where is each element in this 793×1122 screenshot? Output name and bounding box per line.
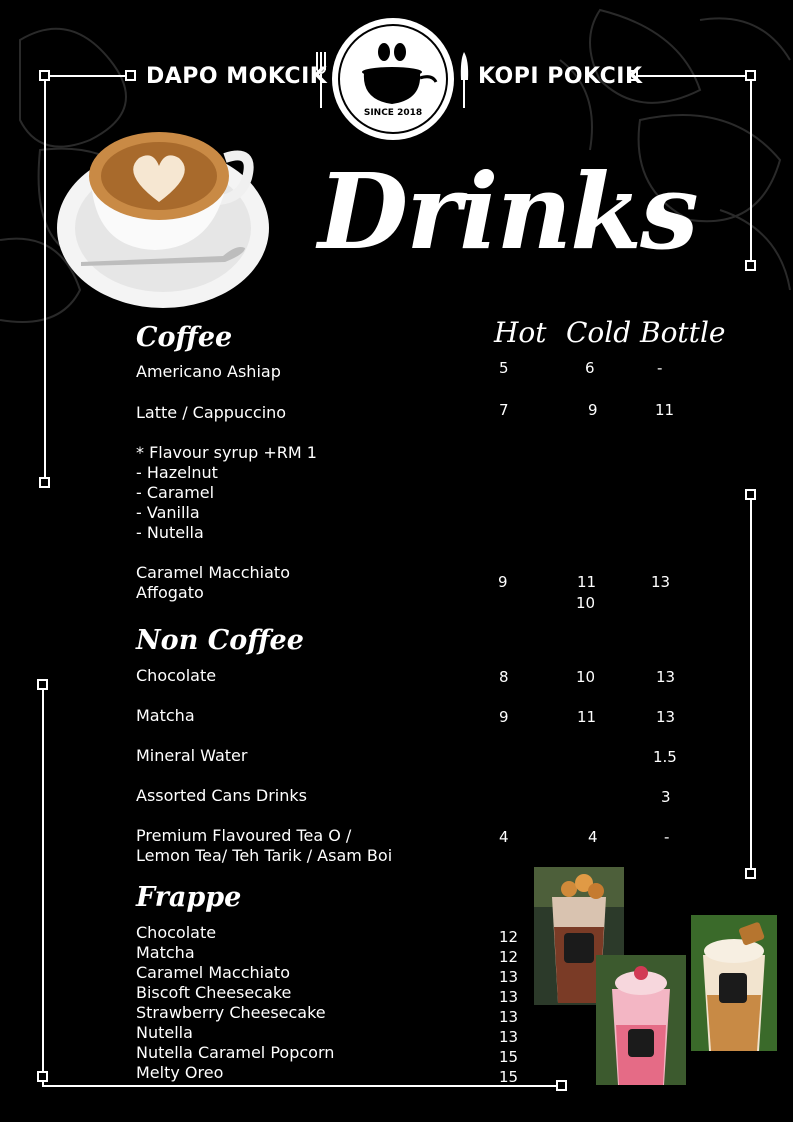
menu-item-name: Americano Ashiap — [136, 362, 281, 381]
price-bottle: 13 — [656, 668, 676, 686]
price: 13 — [499, 1028, 519, 1046]
frame-node — [745, 489, 756, 500]
frame-left-upper-line — [44, 75, 46, 483]
price-bottle: 13 — [656, 708, 676, 726]
latte-cup-icon — [55, 118, 285, 318]
frame-left-lower-line — [42, 684, 44, 1086]
syrup-option: - Hazelnut — [136, 463, 218, 482]
price-bottle: 13 — [651, 573, 671, 591]
frame-node — [39, 477, 50, 488]
section-heading-non-coffee: Non Coffee — [136, 625, 304, 656]
brand-logo — [332, 18, 454, 140]
page-title: Drinks — [318, 150, 697, 273]
price-cold: 11 — [577, 573, 597, 591]
menu-item-name: Strawberry Cheesecake — [136, 1003, 326, 1022]
menu-item-name: Latte / Cappuccino — [136, 403, 287, 422]
strawberry-cheesecake-frappe-photo — [596, 955, 686, 1085]
menu-item-name: Nutella — [136, 1023, 193, 1042]
frame-right-lower-line — [750, 494, 752, 874]
price: 13 — [499, 968, 519, 986]
menu-item-name: Mineral Water — [136, 746, 248, 765]
logo-since-text: SINCE 2018 — [363, 108, 423, 118]
frame-node — [37, 679, 48, 690]
menu-item-name: Lemon Tea/ Teh Tarik / Asam Boi — [136, 846, 393, 865]
frame-node — [37, 1071, 48, 1082]
menu-item-name: Biscoft Cheesecake — [136, 983, 292, 1002]
price-bottle: 3 — [661, 788, 671, 806]
syrup-option: - Caramel — [136, 483, 215, 502]
brand-name-left: DAPO MOKCIK — [146, 64, 328, 89]
frame-top-left-line — [44, 75, 130, 77]
price-hot: 5 — [499, 359, 509, 377]
price: 12 — [499, 928, 519, 946]
price: 12 — [499, 948, 519, 966]
price: 13 — [499, 988, 519, 1006]
column-header-cold: Cold — [566, 316, 632, 349]
syrup-option: - Vanilla — [136, 503, 200, 522]
menu-item-name: Melty Oreo — [136, 1063, 224, 1082]
section-heading-coffee: Coffee — [136, 322, 233, 353]
menu-item-name: Caramel Macchiato — [136, 563, 290, 582]
price-hot: 8 — [499, 668, 509, 686]
frame-right-upper-line — [750, 75, 752, 266]
frame-top-right-line — [630, 75, 752, 77]
price-bottle: - — [664, 828, 670, 846]
price-bottle: 11 — [655, 401, 675, 419]
column-header-hot: Hot — [494, 316, 547, 349]
price-cold: 6 — [585, 359, 595, 377]
menu-item-name: Matcha — [136, 943, 195, 962]
price-hot: 9 — [499, 708, 509, 726]
price: 15 — [499, 1068, 519, 1086]
section-heading-frappe: Frappe — [136, 882, 242, 913]
syrup-option: - Nutella — [136, 523, 204, 542]
menu-item-name: Nutella Caramel Popcorn — [136, 1043, 335, 1062]
menu-item-name: Premium Flavoured Tea O / — [136, 826, 352, 845]
menu-item-name: Caramel Macchiato — [136, 963, 290, 982]
price-cold: 10 — [576, 668, 596, 686]
price-cold: 9 — [588, 401, 598, 419]
price-hot: 4 — [499, 828, 509, 846]
column-header-bottle: Bottle — [640, 316, 726, 349]
frame-node — [745, 260, 756, 271]
menu-item-name: Assorted Cans Drinks — [136, 786, 307, 805]
menu-item-name: Matcha — [136, 706, 195, 725]
price: 13 — [499, 1008, 519, 1026]
frame-node — [745, 70, 756, 81]
frame-node — [556, 1080, 567, 1091]
menu-item-name: Affogato — [136, 583, 204, 602]
biscoff-cheesecake-frappe-photo — [691, 915, 777, 1051]
price-cold: 4 — [588, 828, 598, 846]
menu-item-name: Chocolate — [136, 923, 217, 942]
coffee-cup-logo-icon — [332, 18, 454, 140]
price: 15 — [499, 1048, 519, 1066]
frame-bottom-line — [42, 1085, 562, 1087]
price-cold: 10 — [576, 594, 596, 612]
frame-node — [125, 70, 136, 81]
knife-icon — [458, 50, 470, 110]
price-hot: 9 — [498, 573, 508, 591]
menu-item-name: Chocolate — [136, 666, 217, 685]
frame-node — [745, 868, 756, 879]
brand-name-right: KOPI POKCIK — [478, 64, 643, 89]
syrup-note: * Flavour syrup +RM 1 — [136, 443, 317, 462]
frame-node — [39, 70, 50, 81]
price-hot: 7 — [499, 401, 509, 419]
price-cold: 11 — [577, 708, 597, 726]
fork-icon — [315, 50, 327, 110]
price-bottle: - — [657, 359, 663, 377]
price-bottle: 1.5 — [653, 748, 677, 766]
